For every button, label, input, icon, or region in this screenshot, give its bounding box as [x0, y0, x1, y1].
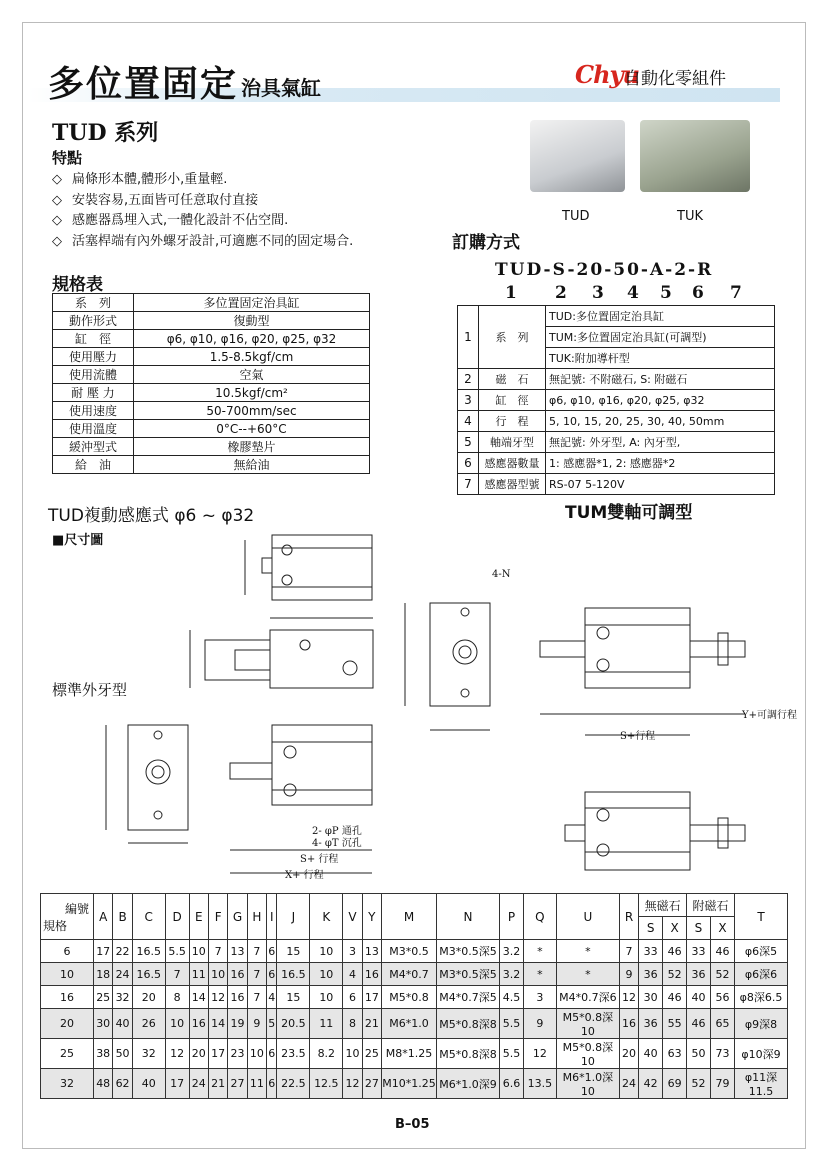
table-cell: 11	[247, 1069, 266, 1099]
table-cell: 7	[247, 940, 266, 963]
order-value: φ6, φ10, φ16, φ20, φ25, φ32	[546, 390, 775, 411]
table-cell: 16	[362, 963, 381, 986]
table-cell: 14	[189, 986, 208, 1009]
table-cell: 7	[619, 940, 638, 963]
table-cell: 10	[165, 1009, 189, 1039]
col-header-with-magnet: 附磁石	[687, 894, 735, 917]
order-value: 無記號: 外牙型, A: 內牙型,	[546, 432, 775, 453]
table-cell: M10*1.25	[382, 1069, 437, 1099]
table-cell: φ9深8	[735, 1009, 788, 1039]
col-header: R	[619, 894, 638, 940]
table-cell: 21	[208, 1069, 227, 1099]
table-cell: 10	[310, 963, 343, 986]
table-cell: M4*0.7	[382, 963, 437, 986]
order-code: TUD-S-20-50-A-2-R	[495, 260, 714, 280]
table-cell: 46	[663, 986, 687, 1009]
table-cell: 20	[132, 986, 165, 1009]
table-cell: φ8深6.5	[735, 986, 788, 1009]
order-value: TUK:附加導杆型	[546, 348, 775, 369]
table-cell: 23.5	[277, 1039, 310, 1069]
table-cell: 62	[113, 1069, 132, 1099]
col-header: U	[556, 894, 619, 940]
table-cell: 9	[523, 1009, 556, 1039]
col-header: G	[228, 894, 247, 940]
col-header-no-magnet: 無磁石	[639, 894, 687, 917]
order-code-number: 5	[660, 283, 672, 303]
photo-label-tuk: TUK	[677, 209, 703, 224]
drawing-tum-bottom	[565, 792, 745, 870]
table-cell: 20	[619, 1039, 638, 1069]
table-cell: 16.5	[132, 963, 165, 986]
table-cell: 46	[710, 940, 734, 963]
col-header: J	[277, 894, 310, 940]
order-label: 缸 徑	[479, 390, 546, 411]
table-cell: 40	[687, 986, 711, 1009]
table-cell: 63	[663, 1039, 687, 1069]
table-cell: 20	[41, 1009, 94, 1039]
table-cell: 18	[94, 963, 113, 986]
sub-header: S	[687, 917, 711, 940]
table-cell: 16.5	[277, 963, 310, 986]
drawing-left-end	[106, 725, 188, 843]
table-cell: *	[556, 963, 619, 986]
table-cell: 4	[267, 986, 277, 1009]
order-label: 磁 石	[479, 369, 546, 390]
table-cell: 32	[132, 1039, 165, 1069]
table-cell: M6*1.0深9	[437, 1069, 500, 1099]
spec-value: 空氣	[134, 366, 370, 384]
table-cell: 6	[267, 1039, 277, 1069]
spec-key: 系 列	[53, 294, 134, 312]
table-cell: 40	[113, 1009, 132, 1039]
table-cell: 21	[362, 1009, 381, 1039]
drawing-top-side	[245, 535, 372, 600]
table-cell: 5.5	[500, 1009, 524, 1039]
features-title: 特點	[52, 149, 83, 167]
table-cell: 16	[189, 1009, 208, 1039]
table-cell: 25	[94, 986, 113, 1009]
col-header: V	[343, 894, 362, 940]
spec-value: 50-700mm/sec	[134, 402, 370, 420]
table-cell: 32	[41, 1069, 94, 1099]
order-value: 無記號: 不附磁石, S: 附磁石	[546, 369, 775, 390]
spec-key: 缸 徑	[53, 330, 134, 348]
table-cell: 20	[189, 1039, 208, 1069]
table-cell: 26	[132, 1009, 165, 1039]
table-cell: 38	[94, 1039, 113, 1069]
table-cell: 69	[663, 1069, 687, 1099]
order-code-number: 4	[627, 283, 639, 303]
spec-title: 規格表	[52, 275, 103, 295]
table-cell: 17	[94, 940, 113, 963]
page-subtitle: 治具氣缸	[241, 76, 321, 100]
spec-key: 動作形式	[53, 312, 134, 330]
table-cell: M5*0.8	[382, 986, 437, 1009]
corner-top: 編號	[64, 901, 89, 916]
table-cell: 22	[113, 940, 132, 963]
spec-key: 給 油	[53, 456, 134, 474]
order-num: 6	[458, 453, 479, 474]
order-code-number: 1	[505, 283, 517, 303]
spec-key: 使用流體	[53, 366, 134, 384]
col-header: A	[94, 894, 113, 940]
table-cell: 10	[247, 1039, 266, 1069]
table-cell: 6	[41, 940, 94, 963]
table-cell: M3*0.5深5	[437, 963, 500, 986]
order-label: 感應器型號	[479, 474, 546, 495]
table-cell: 12	[523, 1039, 556, 1069]
table-cell: M5*0.8深10	[556, 1009, 619, 1039]
order-num: 3	[458, 390, 479, 411]
table-cell: 16	[228, 986, 247, 1009]
table-cell: 36	[687, 963, 711, 986]
table-row	[41, 940, 788, 963]
drawing-tum	[540, 608, 745, 735]
table-cell: 10	[310, 986, 343, 1009]
table-cell: 10	[310, 940, 343, 963]
drawing-label-p: 2- φP 通孔	[312, 826, 362, 837]
table-cell: 7	[247, 963, 266, 986]
table-cell: 10	[189, 940, 208, 963]
spec-value: 復動型	[134, 312, 370, 330]
table-cell: 20.5	[277, 1009, 310, 1039]
table-cell: M8*1.25	[382, 1039, 437, 1069]
spec-value: 10.5kgf/cm²	[134, 384, 370, 402]
spec-value: 1.5-8.5kgf/cm	[134, 348, 370, 366]
sub-header: X	[663, 917, 687, 940]
table-cell: 36	[639, 963, 663, 986]
table-cell: 6.6	[500, 1069, 524, 1099]
col-header: I	[267, 894, 277, 940]
drawing-top-main	[190, 618, 373, 688]
drawing-label-x: X+ 行程	[285, 870, 324, 881]
brand-text: 自動化零組件	[624, 69, 726, 89]
feature-item: ◇ 活塞桿端有內外螺牙設計,可適應不同的固定場合.	[52, 232, 353, 253]
table-cell: 6	[267, 940, 277, 963]
table-cell: 46	[663, 940, 687, 963]
dimensions-table	[40, 893, 788, 1099]
spec-value: 無給油	[134, 456, 370, 474]
table-cell: 25	[41, 1039, 94, 1069]
table-cell: *	[523, 940, 556, 963]
table-cell: 8	[343, 1009, 362, 1039]
spec-key: 使用溫度	[53, 420, 134, 438]
table-cell: 6	[267, 963, 277, 986]
table-cell: 5	[267, 1009, 277, 1039]
drawing-label-t: 4- φT 沉孔	[312, 838, 362, 849]
order-num: 2	[458, 369, 479, 390]
table-cell: 17	[362, 986, 381, 1009]
dimension-label: ■尺寸圖	[52, 533, 104, 548]
table-cell: φ6深6	[735, 963, 788, 986]
drawing-end-view	[405, 603, 490, 730]
table-cell: M3*0.5深5	[437, 940, 500, 963]
feature-item: ◇ 扁條形本體,體形小,重量輕.	[52, 170, 353, 191]
table-cell: 7	[208, 940, 227, 963]
col-header: N	[437, 894, 500, 940]
order-code-number: 2	[555, 283, 567, 303]
table-cell: 55	[663, 1009, 687, 1039]
table-cell: 13.5	[523, 1069, 556, 1099]
table-cell: M5*0.8深8	[437, 1009, 500, 1039]
order-value: TUM:多位置固定治具缸(可調型)	[546, 327, 775, 348]
table-cell: 8	[165, 986, 189, 1009]
order-value: 1: 感應器*1, 2: 感應器*2	[546, 453, 775, 474]
order-value: TUD:多位置固定治具缸	[546, 306, 775, 327]
col-header: Q	[523, 894, 556, 940]
table-cell: 5.5	[165, 940, 189, 963]
table-cell: 52	[663, 963, 687, 986]
table-cell: 12	[343, 1069, 362, 1099]
table-cell: 11	[310, 1009, 343, 1039]
table-cell: 50	[113, 1039, 132, 1069]
table-cell: 16	[619, 1009, 638, 1039]
table-cell: φ10深9	[735, 1039, 788, 1069]
table-cell: 10	[41, 963, 94, 986]
table-cell: 65	[710, 1009, 734, 1039]
table-cell: M3*0.5	[382, 940, 437, 963]
col-header: Y	[362, 894, 381, 940]
spec-value: 多位置固定治具缸	[134, 294, 370, 312]
page-title: 多位置固定	[48, 64, 239, 105]
table-cell: 79	[710, 1069, 734, 1099]
order-code-number: 6	[692, 283, 704, 303]
spec-key: 緩沖型式	[53, 438, 134, 456]
table-cell: 5.5	[500, 1039, 524, 1069]
table-cell: M4*0.7深5	[437, 986, 500, 1009]
table-cell: 33	[639, 940, 663, 963]
table-cell: M4*0.7深6	[556, 986, 619, 1009]
table-cell: 52	[687, 1069, 711, 1099]
table-cell: 3.2	[500, 963, 524, 986]
table-row	[41, 963, 788, 986]
col-header: P	[500, 894, 524, 940]
table-cell: 17	[165, 1069, 189, 1099]
table-cell: 33	[687, 940, 711, 963]
table-cell: 6	[267, 1069, 277, 1099]
drawing-label-4n: 4-N	[492, 569, 511, 580]
col-header: M	[382, 894, 437, 940]
feature-item: ◇ 安裝容易,五面皆可任意取付直接	[52, 191, 353, 212]
table-cell: 56	[710, 986, 734, 1009]
table-cell: 30	[94, 1009, 113, 1039]
table-cell: 40	[132, 1069, 165, 1099]
table-cell: 27	[228, 1069, 247, 1099]
table-cell: 40	[639, 1039, 663, 1069]
order-label: 軸端牙型	[479, 432, 546, 453]
table-cell: 9	[247, 1009, 266, 1039]
table-cell: 7	[165, 963, 189, 986]
order-num: 1	[458, 306, 479, 369]
table-cell: 12	[165, 1039, 189, 1069]
table-cell: 16	[228, 963, 247, 986]
table-cell: 48	[94, 1069, 113, 1099]
spec-value: 0°C--+60°C	[134, 420, 370, 438]
table-cell: M5*0.8深8	[437, 1039, 500, 1069]
table-corner	[41, 894, 94, 940]
spec-key: 使用速度	[53, 402, 134, 420]
table-cell: 4	[343, 963, 362, 986]
table-cell: 13	[228, 940, 247, 963]
table-cell: 24	[189, 1069, 208, 1099]
order-label: 感應器數量	[479, 453, 546, 474]
spec-key: 耐 壓 力	[53, 384, 134, 402]
table-cell: 16.5	[132, 940, 165, 963]
table-cell: 36	[639, 1009, 663, 1039]
table-cell: 16	[41, 986, 94, 1009]
table-cell: 15	[277, 940, 310, 963]
photo-label-tud: TUD	[562, 209, 590, 224]
table-row	[41, 1009, 788, 1039]
table-cell: 12	[208, 986, 227, 1009]
table-cell: 12.5	[310, 1069, 343, 1099]
dimensions-body	[41, 940, 788, 1099]
table-cell: *	[556, 940, 619, 963]
table-cell: φ11深11.5	[735, 1069, 788, 1099]
table-cell: 25	[362, 1039, 381, 1069]
col-header: H	[247, 894, 266, 940]
col-header: C	[132, 894, 165, 940]
table-cell: 15	[277, 986, 310, 1009]
col-header: F	[208, 894, 227, 940]
table-cell: 52	[710, 963, 734, 986]
col-header: E	[189, 894, 208, 940]
table-cell: M6*1.0	[382, 1009, 437, 1039]
sub-header: S	[639, 917, 663, 940]
table-cell: 8.2	[310, 1039, 343, 1069]
table-cell: 73	[710, 1039, 734, 1069]
table-row	[41, 1069, 788, 1099]
tud-title: TUD複動感應式 φ6 ~ φ32	[48, 506, 255, 526]
order-code-number: 3	[592, 283, 604, 303]
order-label: 行 程	[479, 411, 546, 432]
table-cell: 23	[228, 1039, 247, 1069]
order-value: 5, 10, 15, 20, 25, 30, 40, 50mm	[546, 411, 775, 432]
table-cell: 9	[619, 963, 638, 986]
spec-key: 使用壓力	[53, 348, 134, 366]
order-num: 7	[458, 474, 479, 495]
table-cell: 10	[343, 1039, 362, 1069]
table-row	[41, 1039, 788, 1069]
table-cell: 13	[362, 940, 381, 963]
order-label: 系 列	[479, 306, 546, 369]
table-cell: M5*0.8深10	[556, 1039, 619, 1069]
table-cell: 11	[189, 963, 208, 986]
drawing-label-s-left: S+ 行程	[300, 854, 339, 865]
col-header-t: T	[735, 894, 788, 940]
spec-value: φ6, φ10, φ16, φ20, φ25, φ32	[134, 330, 370, 348]
order-num: 5	[458, 432, 479, 453]
table-cell: 27	[362, 1069, 381, 1099]
corner-bottom: 規格	[43, 918, 68, 933]
table-cell: 17	[208, 1039, 227, 1069]
table-cell: 14	[208, 1009, 227, 1039]
table-cell: 6	[343, 986, 362, 1009]
table-cell: *	[523, 963, 556, 986]
page-number: B–05	[395, 1117, 430, 1132]
table-cell: 19	[228, 1009, 247, 1039]
table-cell: φ6深5	[735, 940, 788, 963]
standard-thread-label: 標準外牙型	[52, 681, 128, 699]
sub-header: X	[710, 917, 734, 940]
table-cell: 22.5	[277, 1069, 310, 1099]
table-cell: 3.2	[500, 940, 524, 963]
table-cell: M6*1.0深10	[556, 1069, 619, 1099]
drawing-label-y: Y+可調行程	[742, 710, 797, 721]
table-cell: 3	[343, 940, 362, 963]
order-num: 4	[458, 411, 479, 432]
order-code-number: 7	[730, 283, 742, 303]
table-row	[41, 986, 788, 1009]
table-cell: 50	[687, 1039, 711, 1069]
series-title: TUD 系列	[52, 120, 159, 146]
brand-logo: Chyu	[575, 60, 639, 89]
table-cell: 30	[639, 986, 663, 1009]
col-header: D	[165, 894, 189, 940]
table-cell: 32	[113, 986, 132, 1009]
col-header: K	[310, 894, 343, 940]
table-cell: 46	[687, 1009, 711, 1039]
table-cell: 7	[247, 986, 266, 1009]
table-cell: 24	[619, 1069, 638, 1099]
order-title: 訂購方式	[452, 233, 520, 253]
drawing-label-s-right: S+行程	[620, 731, 656, 742]
tum-title: TUM雙軸可調型	[565, 503, 693, 523]
table-cell: 24	[113, 963, 132, 986]
feature-item: ◇ 感應器爲埋入式,一體化設計不佔空間.	[52, 211, 353, 232]
spec-value: 橡膠墊片	[134, 438, 370, 456]
table-cell: 12	[619, 986, 638, 1009]
col-header: B	[113, 894, 132, 940]
table-cell: 42	[639, 1069, 663, 1099]
table-cell: 3	[523, 986, 556, 1009]
table-cell: 4.5	[500, 986, 524, 1009]
order-value: RS-07 5-120V	[546, 474, 775, 495]
table-cell: 10	[208, 963, 227, 986]
